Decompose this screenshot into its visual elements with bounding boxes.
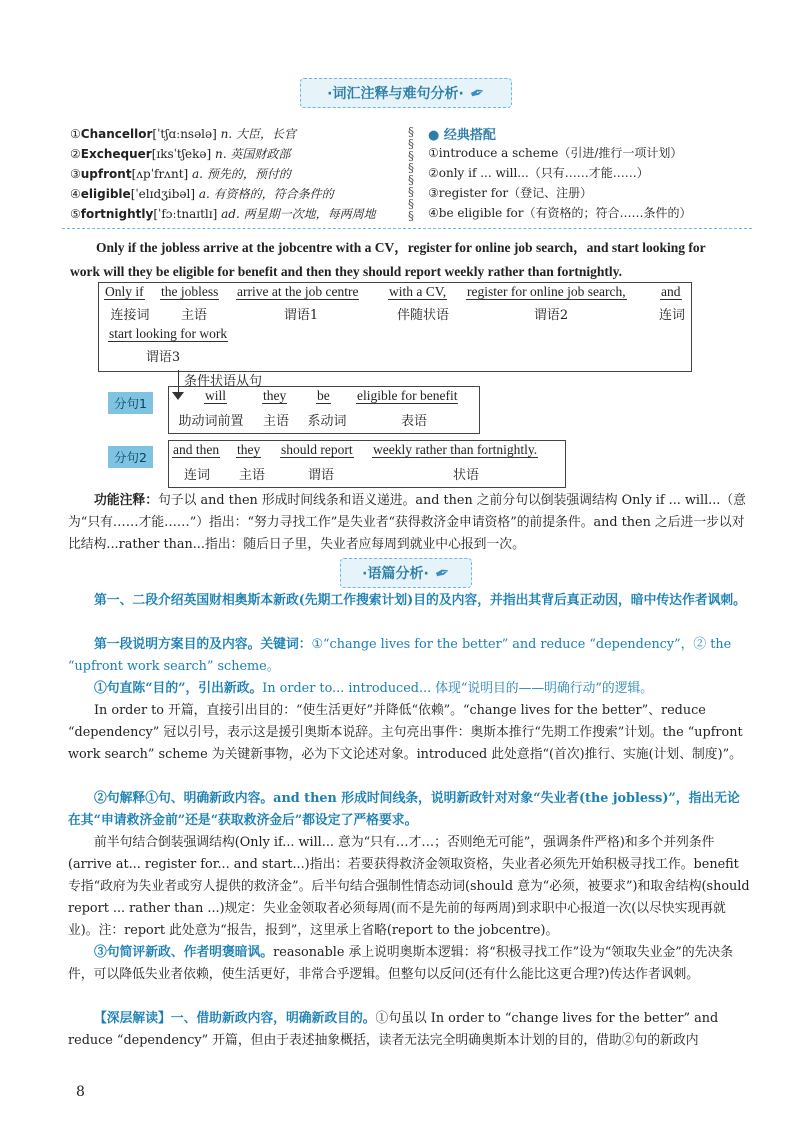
clause-part: be — [317, 388, 330, 403]
collocation-block — [428, 124, 748, 223]
clause-label: 连词 — [183, 468, 210, 483]
key-sentence-line2: work will they be eligible for benefit and then they should report weekly rather than fortnightly. — [70, 264, 622, 279]
vocab-banner-title: ·词汇注释与难句分析· — [327, 86, 464, 102]
clause-label: 主语 — [262, 414, 289, 429]
clause-part: they — [237, 442, 261, 457]
clause-label: 系动词 — [307, 414, 347, 429]
structure-part: arrive at the job centre — [237, 284, 359, 299]
clause-part: should report — [281, 442, 353, 457]
clause-label: 主语 — [238, 468, 265, 483]
spiral-divider: § § § § § § § § — [408, 125, 414, 223]
structure-label: 主语 — [180, 308, 207, 323]
discourse-section-banner — [340, 558, 472, 588]
page-number: 8 — [76, 1084, 85, 1100]
vocab-item: ⑤fortnightly[ˈfɔːtnaɪtlɪ] ad. 两星期一次地，每两周地 — [70, 207, 376, 221]
clause-label: 助动词前置 — [178, 414, 244, 429]
vocab-item: ②Exchequer[ɪksˈtʃekə] n. 英国财政部 — [70, 147, 291, 161]
key-sentence — [70, 236, 760, 284]
vocab-item: ①Chancellor[ˈtʃɑːnsələ] n. 大臣，长官 — [70, 127, 296, 141]
analysis-paragraph: 前半句结合倒装强调结构(Only if... will... 意为“只有…才…；否则绝无可能”，强调条件严格)和多个并列条件(arrive at... register for... and start...)指出：若要获得救济金领取资格，失业者必须先开始积极寻找工作。benefit 专指“政府为失业者或穷人提供的救济金”。后半句结合强制性情态动词(should 意为“必须，被要求”)和取舍结构(should report ... rather than ...)规定：失业金领取者必须每周(而不是先前的每两周)到求职中心报道一次(以尽快实现再就业)。注：report 此处意为“报告，报到”，这里承上省略(report to the jobcentre)。 — [68, 835, 750, 938]
structure-label: 伴随状语 — [396, 308, 449, 323]
analysis-paragraph: In order to 开篇，直接引出目的：“使生活更好”并降低“依赖”。“change lives for the better”、reduce “dependency” 冠以引号，表示这是援引奥斯本说辞。主句亮出事件：奥斯本推行“先期工作搜索”计划。the “upfront work search” scheme 为关键新事物，必为下文论述对象。introduced 此处意指“(首次)推行、实施(计划、制度)”。 — [68, 703, 743, 762]
clause-part: eligible for benefit — [357, 388, 458, 403]
collocation-item: ③register for（登记、注册） — [428, 186, 593, 200]
clause-label: 谓语 — [307, 468, 334, 483]
clause-label: 状语 — [452, 468, 479, 483]
bullet-dot-icon: ● — [428, 128, 440, 143]
clause-label: 表语 — [400, 414, 427, 429]
analysis-paragraph: 第一段说明方案目的及内容。关键词：①“change lives for the better” and reduce “dependency”，② the “upfront work search” scheme。 — [68, 637, 732, 674]
structure-part: the jobless — [161, 284, 219, 299]
structure-part: start looking for work — [109, 326, 228, 341]
collocation-item: ①introduce a scheme（引进/推行一项计划） — [428, 146, 683, 160]
structure-label: 谓语3 — [145, 350, 181, 365]
analysis-paragraph: ②句解释①句、明确新政内容。and then 形成时间线条，说明新政针对对象“失业者(the jobless)”，指出无论在其“申请救济金前”还是“获取救济金后”都设定了严格要求。 — [68, 791, 740, 828]
analysis-paragraph: 第一、二段介绍英国财相奥斯本新政(先期工作搜索计划)目的及内容，并指出其背后真正动因，暗中传达作者讽刺。 — [94, 593, 746, 608]
clause-part: they — [263, 388, 287, 403]
collocation-item: ④be eligible for（有资格的；符合……条件的） — [428, 206, 692, 220]
vocab-section-banner — [300, 78, 512, 108]
clause1-tag: 分句1 — [108, 392, 153, 414]
structure-label: 连接词 — [110, 308, 150, 323]
analysis-paragraph: ③句简评新政、作者明褒暗讽。reasonable 承上说明奥斯本逻辑：将“积极寻找工作”设为“领取失业金”的先决条件，可以降低失业者依赖，使生活更好，非常合乎逻辑。但整句以反问(还有什么能比这更合理?)传达作者讽刺。 — [68, 945, 734, 982]
key-sentence-line1: Only if the jobless arrive at the jobcentre with a CV，register for online job search，and start looking for — [96, 240, 706, 255]
structure-part: register for online job search, — [467, 284, 626, 299]
clause-part: will — [205, 388, 227, 403]
structure-label: 谓语1 — [283, 308, 319, 323]
collocation-heading: ● 经典搭配 — [428, 128, 496, 143]
function-note: 功能注释：句子以 and then 形成时间线条和语义递进。and then 之前分句以倒装强调结构 Only if ... will...（意为“只有……才能……”）指出：“努力寻找工作”是失业者“获得救济金申请资格”的前提条件。and then 之后进一步以对比结构...rather than...指出：随后日子里，失业者应每周到就业中心报到一次。 — [68, 493, 746, 552]
clause-part: and then — [173, 442, 220, 457]
collocation-item: ②only if ... will...（只有……才能……） — [428, 166, 649, 180]
clause2-tag: 分句2 — [108, 446, 153, 468]
condition-label: 条件状语从句 — [184, 374, 263, 389]
structure-part: Only if — [105, 284, 144, 299]
vocab-item: ③upfront[ʌpˈfrʌnt] a. 预先的，预付的 — [70, 167, 291, 181]
pen-icon: ✒ — [466, 80, 488, 106]
analysis-paragraph: ①句直陈“目的”，引出新政。In order to... introduced... 体现“说明目的——明确行动”的逻辑。 — [94, 681, 654, 696]
structure-part: with a CV, — [389, 284, 447, 299]
structure-label: 连词 — [658, 308, 685, 323]
clause-part: weekly rather than fortnightly. — [373, 442, 538, 457]
discourse-banner-title: ·语篇分析· — [362, 566, 429, 582]
structure-part: and — [661, 284, 681, 299]
vocab-item: ④eligible[ˈelɪdʒibəl] a. 有资格的，符合条件的 — [70, 187, 334, 201]
section-divider — [62, 228, 752, 229]
structure-label: 谓语2 — [533, 308, 569, 323]
analysis-paragraph: 【深层解读】一、借助新政内容，明确新政目的。①句虽以 In order to “change lives for the better” and reduce “dependency” 开篇，但由于表述抽象概括，读者无法完全明确奥斯本计划的目的，借助②句的新政内 — [68, 1011, 719, 1048]
vocab-list — [70, 124, 400, 224]
pen-icon: ✒ — [431, 560, 453, 586]
